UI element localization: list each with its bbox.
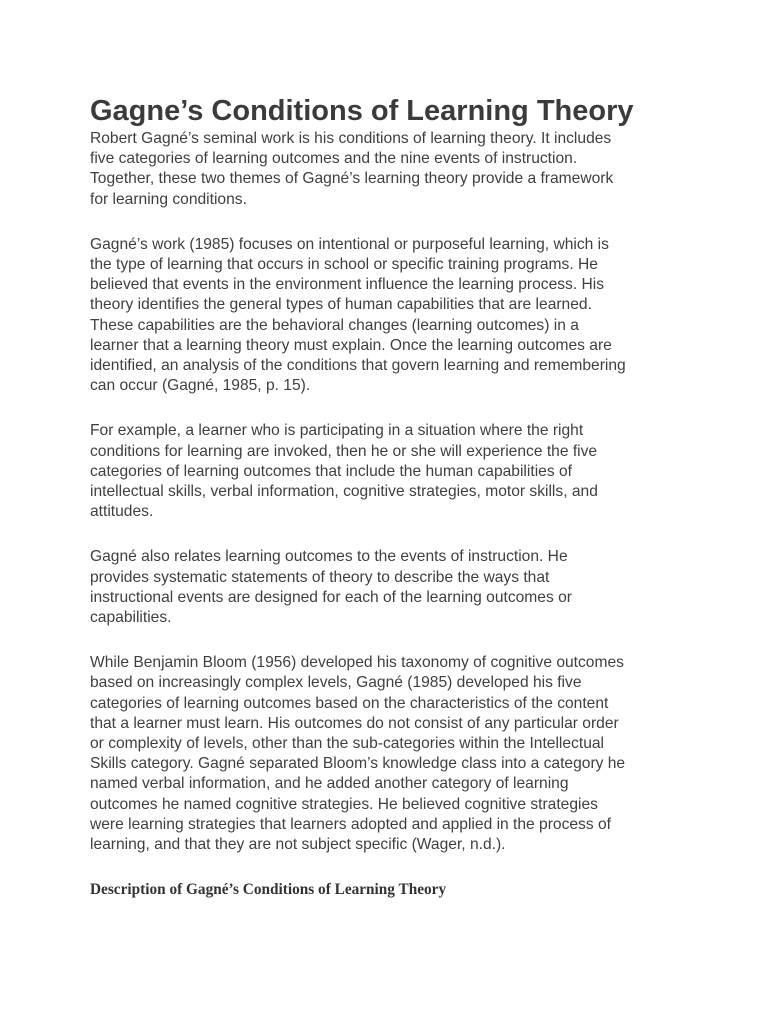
section-subheading: Description of Gagné’s Conditions of Learning Theory	[90, 881, 447, 899]
paragraph-intro: Robert Gagné’s seminal work is his conditions of learning theory. It includes five categories of learning outcomes and the nine events of instruction. Together, these two themes of Gagné’s learning theory provide a framework for learning conditions.	[90, 130, 614, 208]
paragraph-bloom-comparison: While Benjamin Bloom (1956) developed his taxonomy of cognitive outcomes based on increasingly complex levels, Gagné (1985) developed his five categories of learning outcomes based on the characteristics of the content that a learner must learn. His outcomes do not consist of any particular order or complexity of levels, other than the sub-categories within the Intellectual Skills category. Gagné separated Bloom’s knowledge class into a category he named verbal information, and he added another category of learning outcomes he named cognitive strategies. He believed cognitive strategies were learning strategies that learners adopted and applied in the process of learning, and that they are not subject specific (Wager, n.d.).	[90, 654, 626, 854]
document-content	[90, 93, 690, 900]
page-title: Gagne’s Conditions of Learning Theory	[90, 95, 634, 127]
paragraph-gagne-work: Gagné’s work (1985) focuses on intentional or purposeful learning, which is the type of learning that occurs in school or specific training programs. He believed that events in the environment influence the learning process. His theory identifies the general types of human capabilities that are learned. These capabilities are the behavioral changes (learning outcomes) in a learner that a learning theory must explain. Once the learning outcomes are identified, an analysis of the conditions that govern learning and remembering can occur (Gagné, 1985, p. 15).	[90, 235, 626, 395]
paragraph-example: For example, a learner who is participating in a situation where the right conditions for learning are invoked, then he or she will experience the five categories of learning outcomes that include the human capabilities of intellectual skills, verbal information, cognitive strategies, motor skills, and attitudes.	[90, 422, 598, 521]
paragraph-events-of-instruction: Gagné also relates learning outcomes to the events of instruction. He provides systematic statements of theory to describe the ways that instructional events are designed for each of the learning outcomes or capabilities.	[90, 548, 572, 627]
